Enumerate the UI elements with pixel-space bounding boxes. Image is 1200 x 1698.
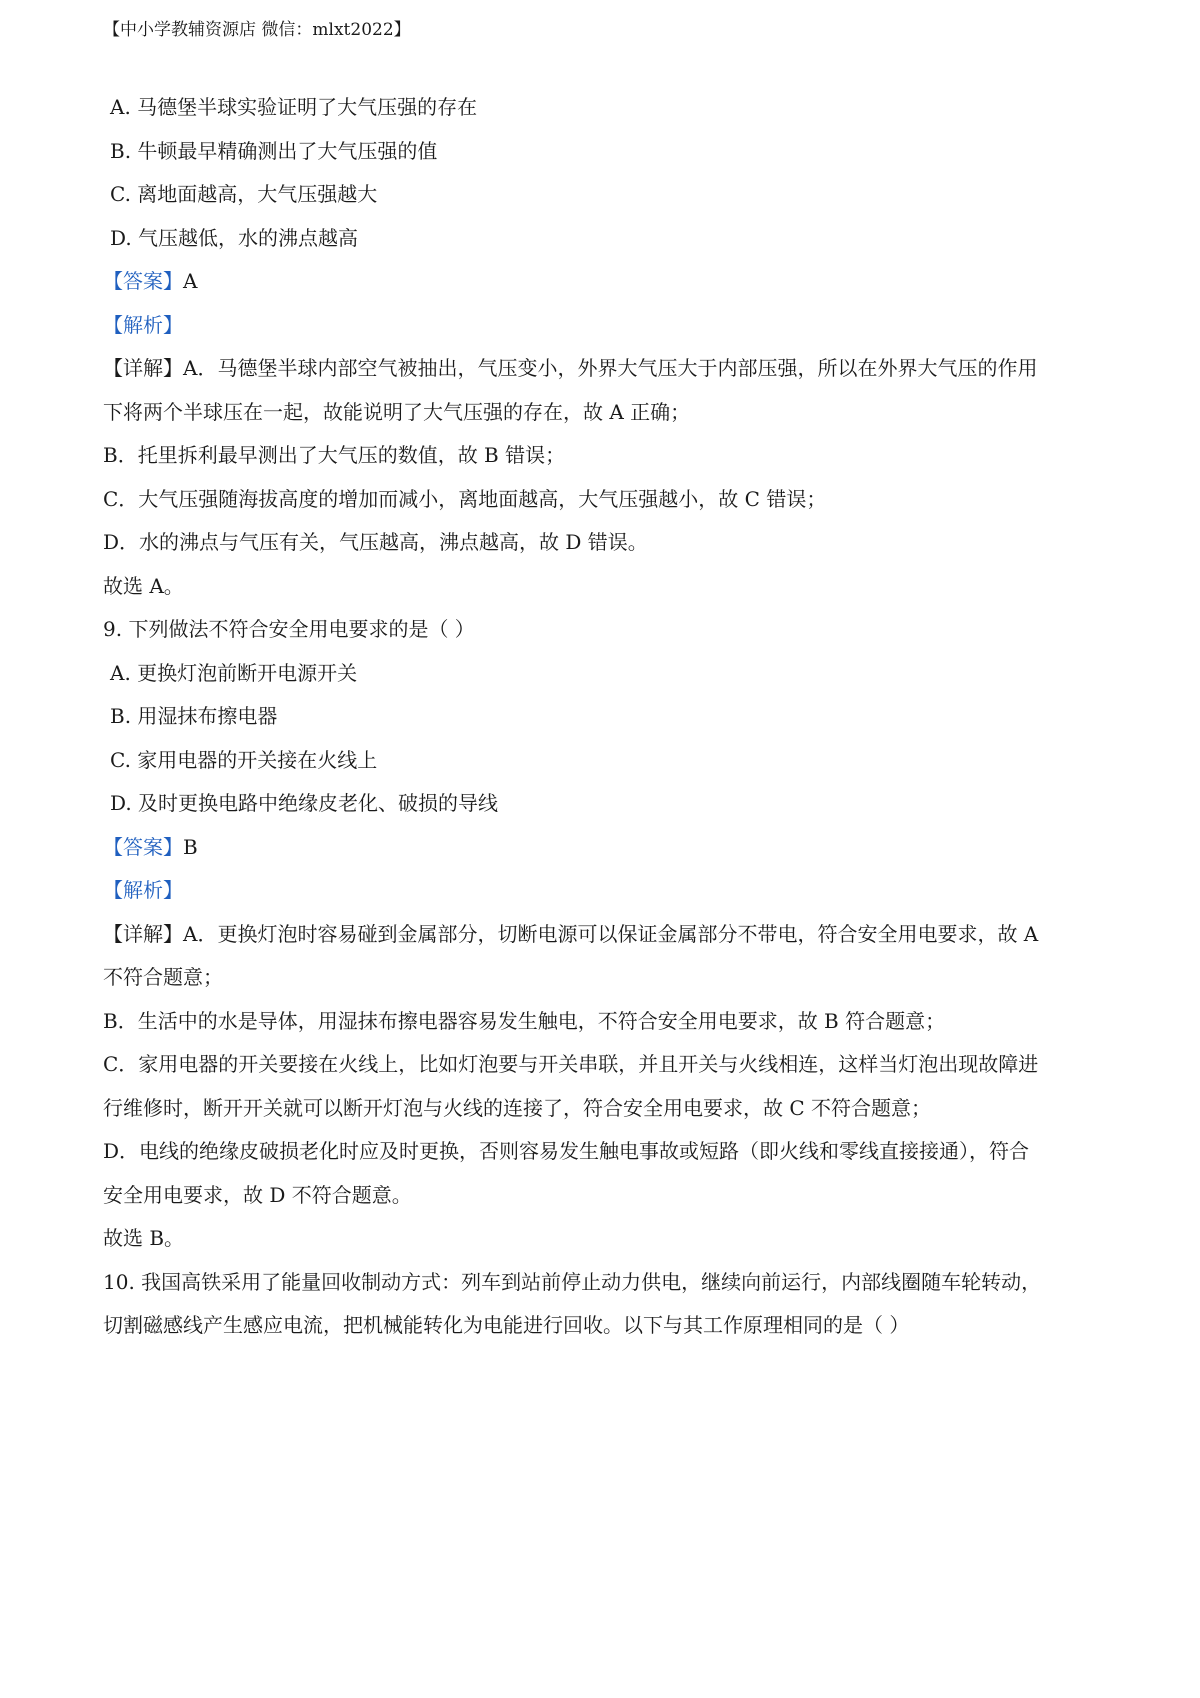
q9-detail-line: B．生活中的水是导体，用湿抹布擦电器容易发生触电，不符合安全用电要求，故 B 符合题意； [103, 1009, 946, 1033]
q8-detail-line: B．托里拆利最早测出了大气压的数值，故 B 错误； [103, 443, 566, 467]
detail-text: A．更换灯泡时容易碰到金属部分，切断电源可以保证金属部分不带电，符合安全用电要求，故 A [183, 922, 1039, 946]
q8-detail-line [103, 354, 1037, 382]
q8-option-a: A. 马德堡半球实验证明了大气压强的存在 [110, 95, 478, 119]
q8-conclusion: 故选 A。 [103, 574, 184, 598]
answer-value: B [183, 835, 198, 859]
q9-detail-line: 不符合题意； [103, 965, 223, 989]
detail-tag: 【详解】 [103, 922, 183, 946]
q9-detail-line: 行维修时，断开开关就可以断开灯泡与火线的连接了，符合安全用电要求，故 C 不符合题意； [103, 1096, 932, 1120]
q8-analysis [103, 311, 183, 339]
q9-analysis [103, 876, 183, 904]
q8-answer [103, 267, 197, 295]
q10-question-line: 10. 我国高铁采用了能量回收制动方式：列车到站前停止动力供电，继续向前运行，内部线圈随车轮转动， [103, 1270, 1042, 1294]
q9-option-d: D. 及时更换电路中绝缘皮老化、破损的导线 [110, 791, 499, 815]
q8-detail-line: C．大气压强随海拔高度的增加而减小，离地面越高，大气压强越小，故 C 错误； [103, 487, 827, 511]
q8-option-c: C. 离地面越高，大气压强越大 [110, 182, 378, 206]
q8-option-d: D. 气压越低，水的沸点越高 [110, 226, 359, 250]
q9-option-a: A. 更换灯泡前断开电源开关 [110, 661, 358, 685]
q9-question: 9. 下列做法不符合安全用电要求的是（ ） [103, 617, 475, 641]
q8-option-b: B. 牛顿最早精确测出了大气压强的值 [110, 139, 438, 163]
q9-detail-line: 安全用电要求，故 D 不符合题意。 [103, 1183, 412, 1207]
q9-conclusion: 故选 B。 [103, 1226, 185, 1250]
answer-tag: 【答案】 [103, 269, 183, 293]
q9-detail-line: D．电线的绝缘皮破损老化时应及时更换，否则容易发生触电事故或短路（即火线和零线直接接通），符合 [103, 1139, 1030, 1163]
q9-answer [103, 833, 198, 861]
page-header: 【中小学教辅资源店 微信：mlxt2022】 [103, 20, 411, 40]
q9-option-b: B. 用湿抹布擦电器 [110, 704, 278, 728]
analysis-tag: 【解析】 [103, 878, 183, 902]
q10-question-line: 切割磁感线产生感应电流，把机械能转化为电能进行回收。以下与其工作原理相同的是（ ） [103, 1313, 910, 1337]
q8-detail-line: 下将两个半球压在一起，故能说明了大气压强的存在，故 A 正确； [103, 400, 691, 424]
analysis-tag: 【解析】 [103, 313, 183, 337]
q9-detail-line: C．家用电器的开关要接在火线上，比如灯泡要与开关串联，并且开关与火线相连，这样当灯泡出现故障进 [103, 1052, 1039, 1076]
detail-text: A．马德堡半球内部空气被抽出，气压变小，外界大气压大于内部压强，所以在外界大气压的作用 [183, 356, 1038, 380]
q9-option-c: C. 家用电器的开关接在火线上 [110, 748, 378, 772]
detail-tag: 【详解】 [103, 356, 183, 380]
answer-value: A [183, 269, 198, 293]
q8-detail-line: D．水的沸点与气压有关，气压越高，沸点越高，故 D 错误。 [103, 530, 648, 554]
answer-tag: 【答案】 [103, 835, 183, 859]
q9-detail-line [103, 920, 1038, 948]
